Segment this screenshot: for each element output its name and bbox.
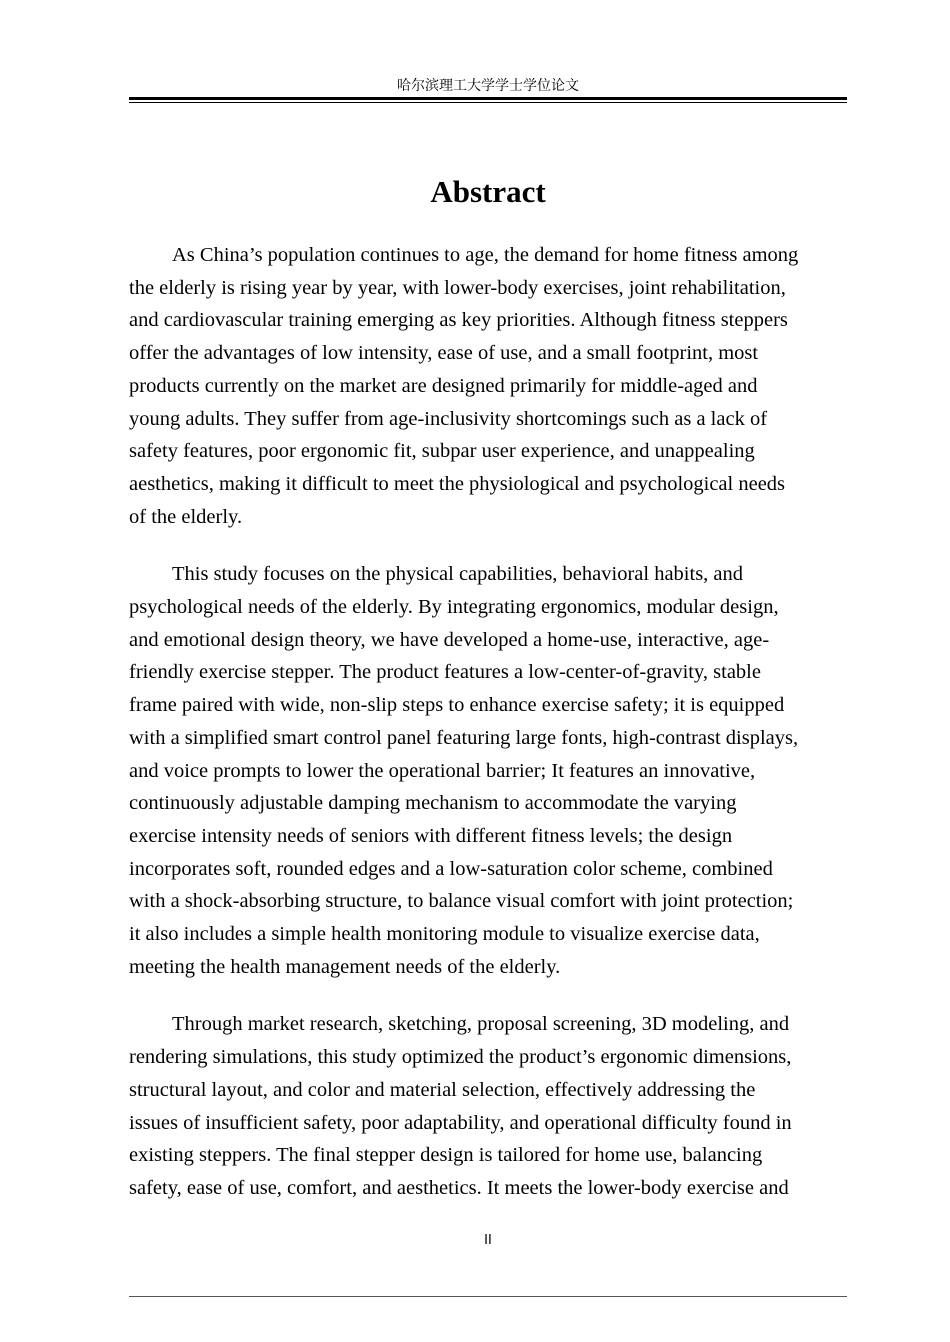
abstract-title: Abstract [430,174,546,209]
text-line: exercise intensity needs of seniors with different fitness levels; the design [129,824,733,847]
header-rule-thick [129,97,847,100]
text-line: it also includes a simple health monitoring module to visualize exercise data, [129,923,760,946]
text-line: frame paired with wide, non-slip steps to enhance exercise safety; it is equipped [129,694,785,717]
text-line: issues of insufficient safety, poor adaptability, and operational difficulty found in [129,1111,792,1134]
text-line: the elderly is rising year by year, with lower-body exercises, joint rehabilitation, [129,276,786,299]
text-line: with a simplified smart control panel featuring large fonts, high-contrast displays, [129,726,799,749]
text-line: safety, ease of use, comfort, and aesthetics. It meets the lower-body exercise and [129,1176,789,1199]
text-line: meeting the health management needs of the elderly. [129,955,561,978]
text-line: friendly exercise stepper. The product features a low-center-of-gravity, stable [129,661,761,684]
text-line: incorporates soft, rounded edges and a low-saturation color scheme, combined [129,857,773,880]
abstract-body [129,239,847,1230]
text-line: of the elderly. [129,505,243,528]
text-line: young adults. They suffer from age-inclusivity shortcomings such as a lack of [129,407,768,430]
text-line: Through market research, sketching, proposal screening, 3D modeling, and [172,1013,790,1036]
footer-rule [129,1296,847,1297]
text-line: with a shock-absorbing structure, to balance visual comfort with joint protection; [129,890,794,913]
header-rule-thin [129,102,847,103]
abstract-paragraph-1 [129,239,847,533]
text-line: existing steppers. The final stepper design is tailored for home use, balancing [129,1144,763,1167]
abstract-paragraph-2 [129,558,847,983]
page-number: II [484,1233,492,1248]
running-header: 哈尔滨理工大学学士学位论文 [397,79,579,94]
text-line: continuously adjustable damping mechanism to accommodate the varying [129,792,737,815]
text-line: safety features, poor ergonomic fit, subpar user experience, and unappealing [129,440,755,463]
text-line: This study focuses on the physical capabilities, behavioral habits, and [172,563,744,586]
text-line: rendering simulations, this study optimized the product’s ergonomic dimensions, [129,1046,792,1069]
text-line: structural layout, and color and material selection, effectively addressing the [129,1078,756,1101]
text-line: and cardiovascular training emerging as key priorities. Although fitness steppers [129,309,788,332]
text-line: As China’s population continues to age, the demand for home fitness among [172,244,799,266]
text-line: psychological needs of the elderly. By integrating ergonomics, modular design, [129,596,779,619]
text-line: and emotional design theory, we have developed a home-use, interactive, age- [129,628,770,651]
text-line: aesthetics, making it difficult to meet the physiological and psychological needs [129,472,786,495]
abstract-paragraph-3 [129,1008,847,1204]
text-line: offer the advantages of low intensity, ease of use, and a small footprint, most [129,342,759,365]
text-line: and voice prompts to lower the operational barrier; It features an innovative, [129,759,756,782]
text-line: products currently on the market are designed primarily for middle-aged and [129,374,758,397]
